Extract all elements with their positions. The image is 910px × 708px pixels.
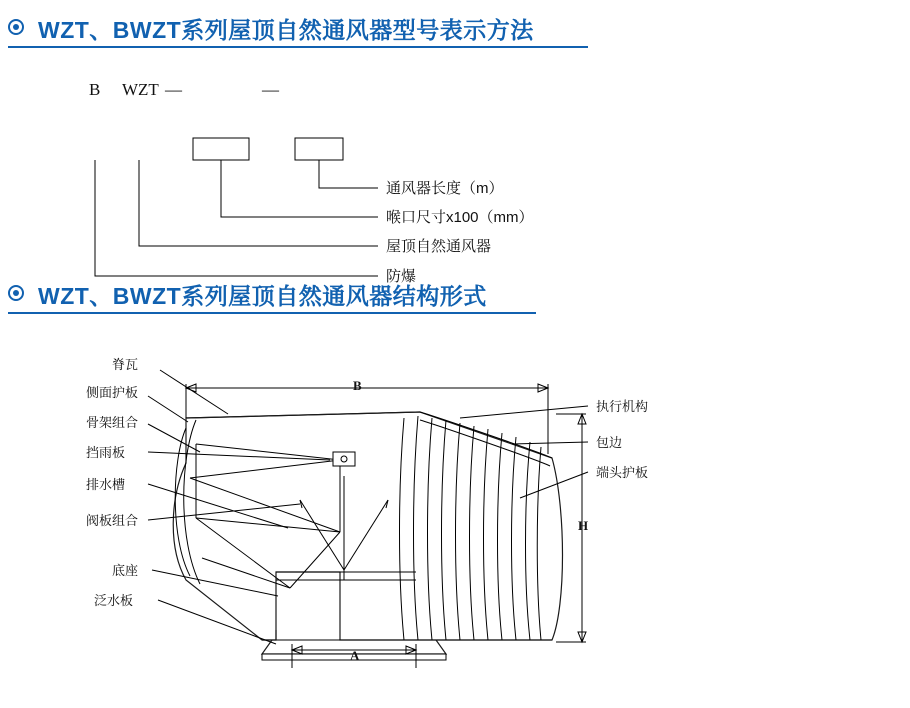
model-code-dash-2: — — [262, 80, 279, 99]
label-frame-assembly: 骨架组合 — [86, 415, 139, 430]
dimension-label-b: B — [353, 378, 362, 393]
actuator-box — [333, 452, 355, 466]
model-code-series: WZT — [122, 80, 159, 99]
model-code-dash-1: — — [165, 80, 182, 99]
model-box-1 — [193, 138, 249, 160]
dimension-label-a: A — [350, 648, 360, 663]
label-side-guard-plate: 侧面护板 — [86, 385, 139, 400]
model-code-prefix: B — [89, 80, 101, 99]
model-callout-length: 通风器长度（m） — [386, 180, 504, 197]
label-rain-baffle: 挡雨板 — [86, 445, 126, 460]
heading-underline-model — [8, 46, 588, 48]
target-bullet-icon — [8, 285, 28, 305]
dimension-label-h: H — [578, 518, 589, 533]
section-title-model: WZT、BWZT系列屋顶自然通风器型号表示方法 — [38, 17, 534, 43]
section-title-structure: WZT、BWZT系列屋顶自然通风器结构形式 — [38, 283, 487, 309]
section-heading-model — [8, 12, 534, 45]
label-valve-assembly: 阀板组合 — [86, 513, 139, 528]
model-callout-throat: 喉口尺寸x100（mm） — [386, 209, 534, 226]
model-box-2 — [295, 138, 343, 160]
label-ridge-tile: 脊瓦 — [112, 357, 139, 372]
target-bullet-icon — [8, 19, 28, 39]
label-end-guard-plate: 端头护板 — [596, 465, 649, 480]
label-actuator: 执行机构 — [596, 399, 649, 414]
label-flashing-plate: 泛水板 — [94, 593, 134, 608]
section-heading-structure — [8, 278, 487, 311]
label-drain-channel: 排水槽 — [86, 477, 126, 492]
model-callout-type: 屋顶自然通风器 — [386, 238, 492, 255]
label-edge-wrap: 包边 — [596, 435, 623, 450]
label-base: 底座 — [112, 563, 139, 578]
model-callout-explosionproof: 防爆 — [386, 268, 417, 285]
heading-underline-structure — [8, 312, 536, 314]
